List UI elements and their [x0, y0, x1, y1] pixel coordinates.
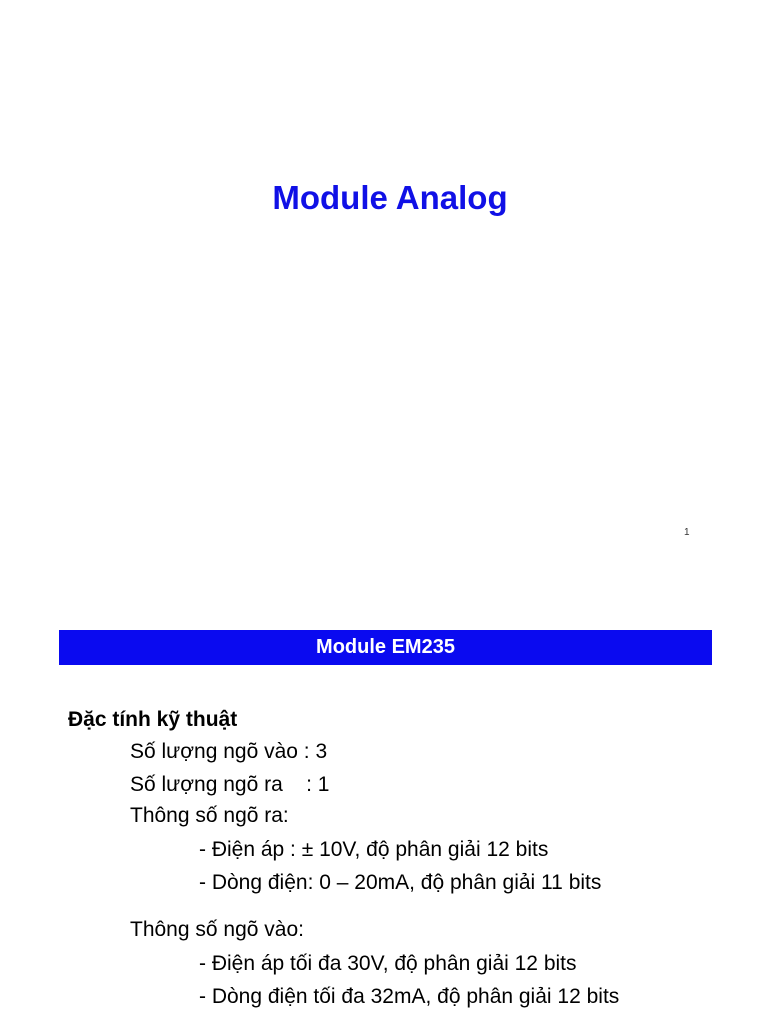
spec-line-output-current: - Dòng điện: 0 – 20mA, độ phân giải 11 bits	[199, 871, 602, 894]
spec-line-input-voltage: - Điện áp tối đa 30V, độ phân giải 12 bits	[199, 952, 577, 975]
page-number: 1	[684, 527, 690, 538]
module-header-bar	[59, 630, 712, 665]
spec-line-output-count: Số lượng ngõ ra : 1	[130, 773, 330, 796]
slide-title: Module Analog	[272, 179, 508, 216]
module-header-title: Module EM235	[316, 636, 455, 658]
spec-line-input-current: - Dòng điện tối đa 32mA, độ phân giải 12 bits	[199, 985, 620, 1008]
spec-line-input-count: Số lượng ngõ vào : 3	[130, 740, 328, 763]
spec-section-title: Đặc tính kỹ thuật	[68, 708, 238, 731]
spec-line-input-params: Thông số ngõ vào:	[130, 918, 304, 941]
spec-line-output-params: Thông số ngõ ra:	[130, 804, 289, 827]
spec-line-output-voltage: - Điện áp : ± 10V, độ phân giải 12 bits	[199, 838, 549, 861]
